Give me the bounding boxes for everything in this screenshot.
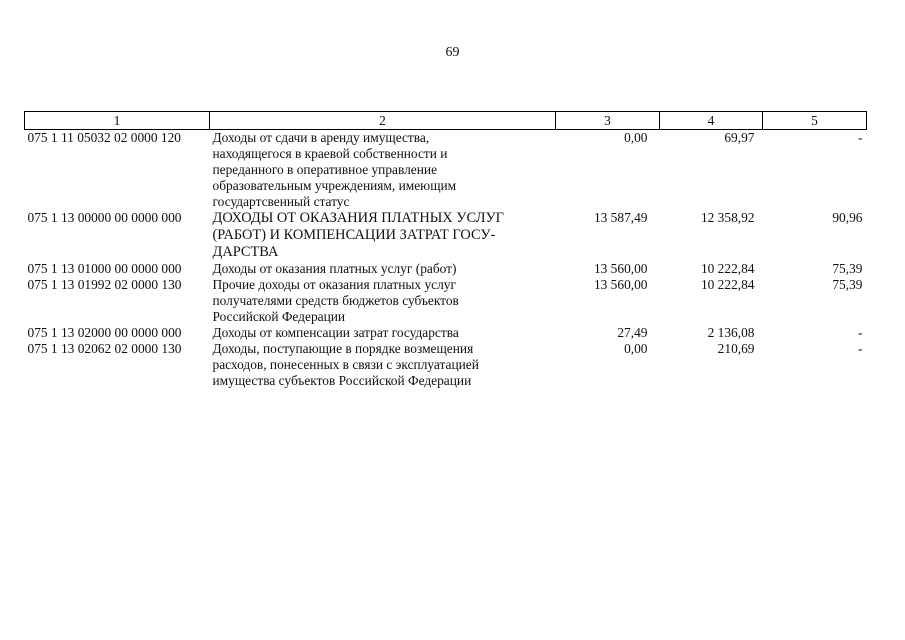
income-name-line: ДАРСТВА	[212, 244, 279, 260]
value-col3: 0,00	[624, 130, 648, 145]
budget-code: 075 1 11 05032 02 0000 120	[27, 130, 181, 145]
income-name-line: получателями средств бюджетов субъектов	[212, 293, 459, 308]
income-name-line: (РАБОТ) И КОМПЕНСАЦИИ ЗАТРАТ ГОСУ-	[212, 227, 496, 243]
income-name-line: находящегося в краевой собственности и	[212, 146, 448, 161]
table-row	[25, 341, 867, 389]
budget-code: 075 1 13 00000 00 0000 000	[27, 210, 182, 225]
income-name-line: ДОХОДЫ ОТ ОКАЗАНИЯ ПЛАТНЫХ УСЛУГ	[212, 210, 504, 226]
budget-code: 075 1 13 01000 00 0000 000	[27, 261, 182, 276]
column-header-5: 5	[763, 112, 867, 130]
value-col4: 10 222,84	[700, 277, 755, 292]
income-name	[210, 325, 556, 341]
budget-code: 075 1 13 02000 00 0000 000	[27, 325, 182, 340]
table-row	[25, 277, 867, 325]
column-header-3: 3	[556, 112, 660, 130]
income-name-line: Прочие доходы от оказания платных услуг	[212, 277, 456, 292]
value-col4: 12 358,92	[700, 210, 755, 225]
income-name-line: расходов, понесенных в связи с эксплуатацией	[212, 357, 479, 372]
page-number: 69	[445, 45, 460, 60]
income-name	[210, 261, 556, 277]
budget-code: 075 1 13 01992 02 0000 130	[27, 277, 182, 292]
budget-table	[24, 111, 867, 389]
value-col4: 69,97	[724, 130, 755, 145]
budget-code: 075 1 13 02062 02 0000 130	[27, 341, 182, 356]
income-name-line: переданного в оперативное управление	[212, 162, 438, 177]
table-row	[25, 130, 867, 211]
value-col5: -	[858, 130, 863, 145]
table-row	[25, 210, 867, 261]
income-name-line: Доходы от компенсации затрат государства	[212, 325, 459, 340]
value-col4: 10 222,84	[700, 261, 755, 276]
value-col5: -	[858, 341, 863, 356]
income-name-line: образовательным учреждениям, имеющим	[212, 178, 457, 193]
table-row	[25, 325, 867, 341]
value-col3: 13 560,00	[593, 261, 648, 276]
table-row	[25, 261, 867, 277]
income-name-line: Российской Федерации	[212, 309, 346, 324]
value-col3: 13 560,00	[593, 277, 648, 292]
income-name-line: государтсвенный статус	[212, 194, 350, 209]
income-name	[210, 130, 556, 211]
value-col5: 75,39	[832, 261, 863, 276]
value-col3: 0,00	[624, 341, 648, 356]
income-name	[210, 210, 556, 261]
table-header-row	[25, 112, 867, 130]
value-col5: -	[858, 325, 863, 340]
income-name	[210, 277, 556, 325]
income-name-line: имущества субъектов Российской Федерации	[212, 373, 472, 388]
column-header-4: 4	[660, 112, 763, 130]
income-name-line: Доходы от сдачи в аренду имущества,	[212, 130, 430, 145]
value-col4: 210,69	[717, 341, 755, 356]
value-col5: 75,39	[832, 277, 863, 292]
column-header-2: 2	[210, 112, 556, 130]
value-col4: 2 136,08	[707, 325, 755, 340]
value-col5: 90,96	[832, 210, 863, 225]
income-name-line: Доходы от оказания платных услуг (работ)	[212, 261, 457, 276]
value-col3: 27,49	[617, 325, 648, 340]
income-name-line: Доходы, поступающие в порядке возмещения	[212, 341, 474, 356]
value-col3: 13 587,49	[593, 210, 648, 225]
column-header-1: 1	[25, 112, 210, 130]
income-name	[210, 341, 556, 389]
